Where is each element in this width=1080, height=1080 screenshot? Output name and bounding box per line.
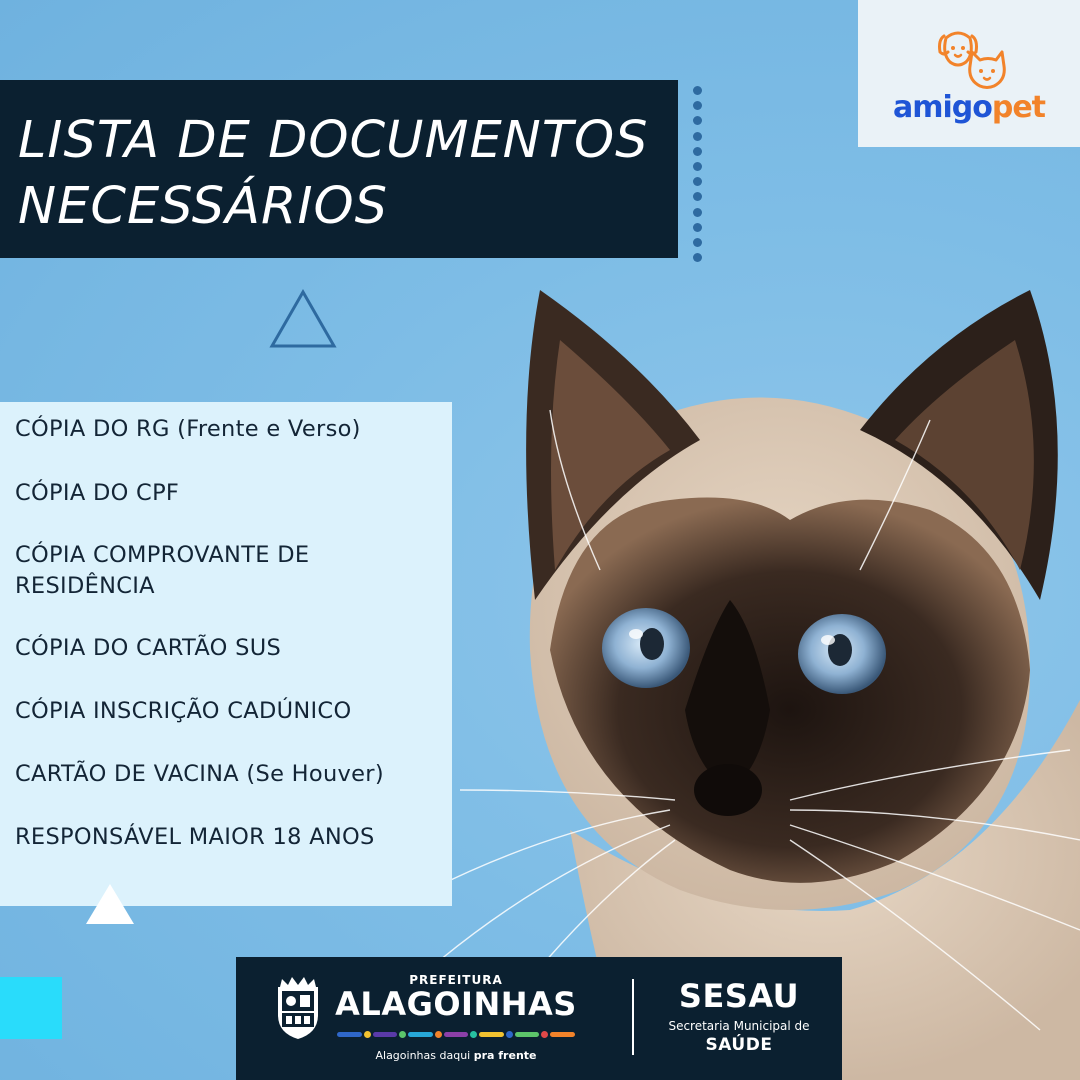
page-title-line1: LISTA DE DOCUMENTOS	[18, 111, 649, 170]
triangle-solid-icon	[86, 884, 134, 924]
city-name: ALAGOINHAS	[335, 985, 577, 1023]
sesau-acronym: SESAU	[678, 977, 800, 1015]
list-item: CÓPIA DO RG (Frente e Verso)	[15, 416, 361, 442]
triangle-outline-icon	[268, 288, 338, 350]
city-slogan	[334, 1049, 578, 1062]
list-item: CÓPIA INSCRIÇÃO CADÚNICO	[15, 698, 352, 724]
list-item: CÓPIA COMPROVANTE DE RESIDÊNCIA	[15, 542, 310, 599]
list-item: CÓPIA DO CPF	[15, 480, 180, 506]
footer-institutional-bar	[236, 957, 842, 1080]
slogan-emphasis: pra frente	[473, 1049, 537, 1062]
sesau-subtitle: Secretaria Municipal de	[668, 1019, 810, 1033]
list-item: CARTÃO DE VACINA (Se Houver)	[15, 761, 384, 787]
brand-amigo: amigo	[892, 90, 992, 125]
accent-square	[0, 977, 62, 1039]
amigopet-wordmark	[858, 90, 1080, 125]
brand-pet: pet	[991, 90, 1046, 125]
prefeitura-label: PREFEITURA	[409, 973, 503, 987]
footer-divider	[632, 979, 634, 1055]
city-crest-icon	[272, 975, 324, 1041]
amigopet-logo	[858, 0, 1080, 147]
dog-cat-logo-icon	[936, 26, 1006, 92]
page-title-line2: NECESSÁRIOS	[18, 177, 389, 236]
color-stripe	[336, 1029, 576, 1039]
document-list	[0, 402, 452, 906]
slogan-text: Alagoinhas daqui	[375, 1049, 474, 1062]
list-item: RESPONSÁVEL MAIOR 18 ANOS	[15, 824, 375, 850]
sesau-area: SAÚDE	[705, 1035, 773, 1055]
title-banner	[0, 80, 678, 258]
dotted-divider	[690, 86, 704, 268]
list-item: CÓPIA DO CARTÃO SUS	[15, 635, 282, 661]
